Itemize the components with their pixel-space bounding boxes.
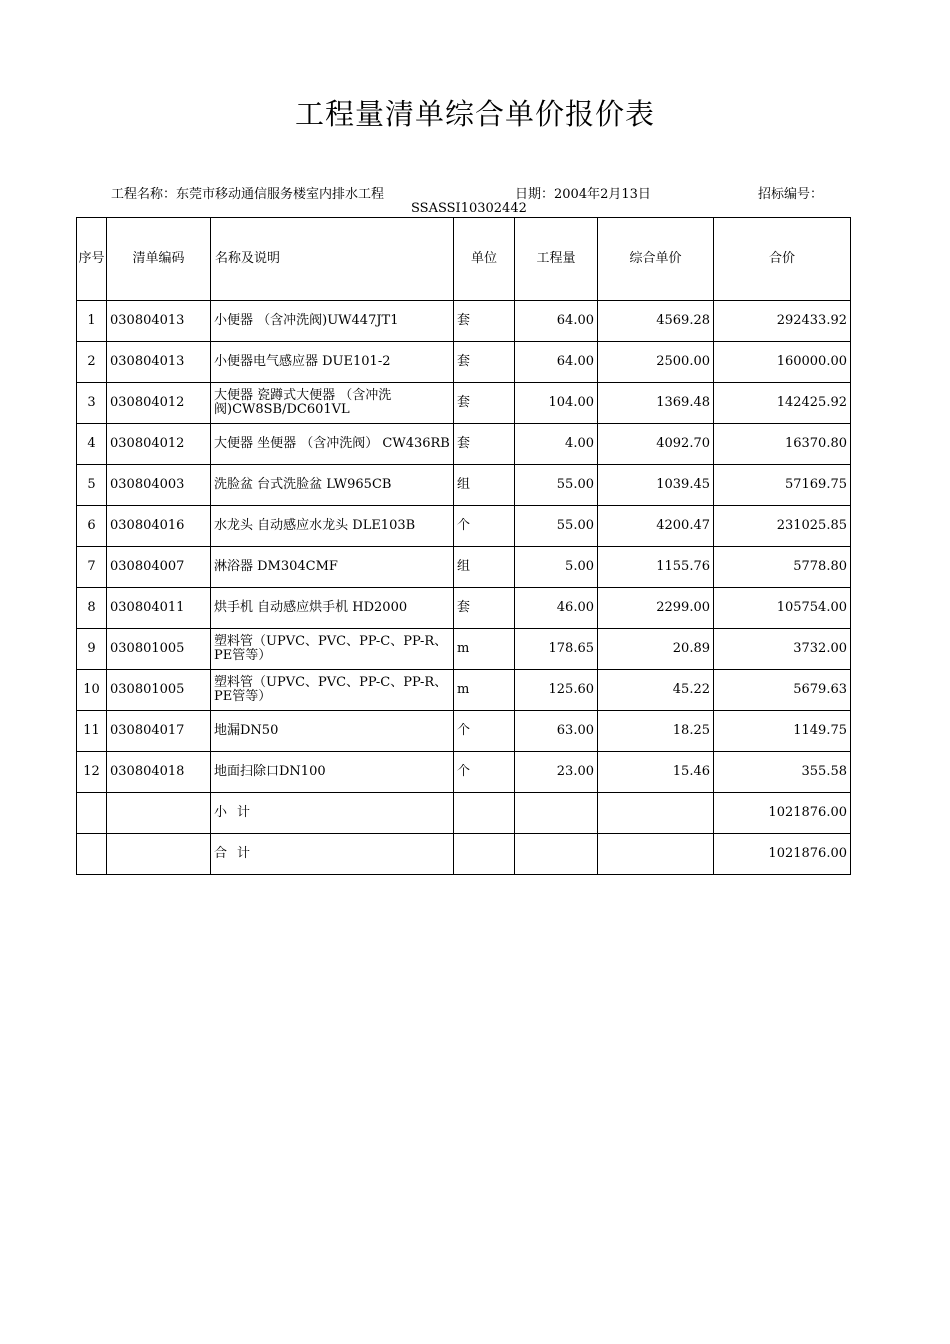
subtotal-unit xyxy=(454,793,515,834)
cell-seq: 7 xyxy=(77,547,107,588)
cell-unit: 组 xyxy=(454,547,515,588)
cell-code: 030804011 xyxy=(107,588,211,629)
cell-seq: 11 xyxy=(77,711,107,752)
cell-seq: 8 xyxy=(77,588,107,629)
cell-unit: 套 xyxy=(454,342,515,383)
grand-total-label: 合计 xyxy=(211,834,454,875)
cell-qty: 64.00 xyxy=(515,301,598,342)
cell-unit: 套 xyxy=(454,383,515,424)
cell-qty: 23.00 xyxy=(515,752,598,793)
cell-seq: 9 xyxy=(77,629,107,670)
cell-total: 292433.92 xyxy=(714,301,851,342)
cell-seq: 10 xyxy=(77,670,107,711)
grand-total-row xyxy=(77,834,851,875)
cell-code: 030804017 xyxy=(107,711,211,752)
cell-code: 030804016 xyxy=(107,506,211,547)
cell-unit: 套 xyxy=(454,301,515,342)
subtotal-row xyxy=(77,793,851,834)
cell-total: 142425.92 xyxy=(714,383,851,424)
cell-name: 塑料管（UPVC、PVC、PP-C、PP-R、PE管等） xyxy=(211,670,454,711)
cell-seq: 3 xyxy=(77,383,107,424)
cell-unit-price: 4092.70 xyxy=(598,424,714,465)
subtotal-label: 小计 xyxy=(211,793,454,834)
cell-qty: 5.00 xyxy=(515,547,598,588)
cell-total: 105754.00 xyxy=(714,588,851,629)
cell-unit: 个 xyxy=(454,506,515,547)
table-row xyxy=(77,547,851,588)
cell-seq: 2 xyxy=(77,342,107,383)
cell-name: 小便器电气感应器 DUE101-2 xyxy=(211,342,454,383)
cell-unit-price: 2299.00 xyxy=(598,588,714,629)
cell-code: 030801005 xyxy=(107,629,211,670)
cell-name: 洗脸盆 台式洗脸盆 LW965CB xyxy=(211,465,454,506)
cell-unit: 套 xyxy=(454,588,515,629)
cell-name: 地面扫除口DN100 xyxy=(211,752,454,793)
cell-name: 塑料管（UPVC、PVC、PP-C、PP-R、PE管等） xyxy=(211,629,454,670)
cell-total: 3732.00 xyxy=(714,629,851,670)
cell-unit-price: 2500.00 xyxy=(598,342,714,383)
cell-unit-price: 1155.76 xyxy=(598,547,714,588)
cell-name: 大便器 坐便器 （含冲洗阀） CW436RB xyxy=(211,424,454,465)
cell-name: 地漏DN50 xyxy=(211,711,454,752)
grand-total-total: 1021876.00 xyxy=(714,834,851,875)
bid-number-label: 招标编号： xyxy=(758,187,824,202)
cell-total: 355.58 xyxy=(714,752,851,793)
table-row xyxy=(77,670,851,711)
table-row xyxy=(77,465,851,506)
subtotal-unit-price xyxy=(598,793,714,834)
header-qty: 工程量 xyxy=(515,218,598,301)
cell-unit: m xyxy=(454,670,515,711)
subtotal-qty xyxy=(515,793,598,834)
header-unit-price: 综合单价 xyxy=(598,218,714,301)
project-name: 工程名称：东莞市移动通信服务楼室内排水工程 xyxy=(111,187,385,202)
table-row xyxy=(77,506,851,547)
page-title: 工程量清单综合单价报价表 xyxy=(294,97,655,131)
grand-total-unit-price xyxy=(598,834,714,875)
table-row xyxy=(77,752,851,793)
cell-qty: 55.00 xyxy=(515,465,598,506)
cell-qty: 4.00 xyxy=(515,424,598,465)
cell-qty: 55.00 xyxy=(515,506,598,547)
cell-unit-price: 20.89 xyxy=(598,629,714,670)
cell-name: 大便器 瓷蹲式大便器 （含冲洗阀)CW8SB/DC601VL xyxy=(211,383,454,424)
cell-qty: 178.65 xyxy=(515,629,598,670)
cell-total: 1149.75 xyxy=(714,711,851,752)
subtotal-code xyxy=(107,793,211,834)
cell-code: 030801005 xyxy=(107,670,211,711)
cell-seq: 12 xyxy=(77,752,107,793)
cell-name: 烘手机 自动感应烘手机 HD2000 xyxy=(211,588,454,629)
grand-total-code xyxy=(107,834,211,875)
table-row xyxy=(77,383,851,424)
cell-qty: 104.00 xyxy=(515,383,598,424)
cell-unit: 套 xyxy=(454,424,515,465)
cell-seq: 1 xyxy=(77,301,107,342)
cell-total: 5679.63 xyxy=(714,670,851,711)
grand-total-unit xyxy=(454,834,515,875)
table-row xyxy=(77,711,851,752)
table-row xyxy=(77,588,851,629)
cell-name: 水龙头 自动感应水龙头 DLE103B xyxy=(211,506,454,547)
document-date: 日期：2004年2月13日 xyxy=(515,187,651,202)
cell-code: 030804007 xyxy=(107,547,211,588)
cell-unit-price: 4569.28 xyxy=(598,301,714,342)
cell-unit: 个 xyxy=(454,711,515,752)
subtotal-total: 1021876.00 xyxy=(714,793,851,834)
cell-code: 030804013 xyxy=(107,301,211,342)
cell-total: 160000.00 xyxy=(714,342,851,383)
cell-unit-price: 1369.48 xyxy=(598,383,714,424)
header-unit: 单位 xyxy=(454,218,515,301)
header-code: 清单编码 xyxy=(107,218,211,301)
cell-unit: 个 xyxy=(454,752,515,793)
header-name: 名称及说明 xyxy=(211,218,454,301)
cell-unit-price: 15.46 xyxy=(598,752,714,793)
cell-qty: 64.00 xyxy=(515,342,598,383)
header-total: 合价 xyxy=(714,218,851,301)
cell-unit-price: 45.22 xyxy=(598,670,714,711)
header-seq: 序号 xyxy=(77,218,107,301)
header-row xyxy=(77,218,851,301)
cell-code: 030804012 xyxy=(107,383,211,424)
grand-total-seq xyxy=(77,834,107,875)
cell-code: 030804018 xyxy=(107,752,211,793)
table-row xyxy=(77,629,851,670)
subtotal-seq xyxy=(77,793,107,834)
cell-qty: 125.60 xyxy=(515,670,598,711)
cell-seq: 4 xyxy=(77,424,107,465)
cell-total: 16370.80 xyxy=(714,424,851,465)
grand-total-qty xyxy=(515,834,598,875)
cell-unit: 组 xyxy=(454,465,515,506)
bid-number-value: SSASSI10302442 xyxy=(411,201,527,216)
cell-qty: 46.00 xyxy=(515,588,598,629)
cell-seq: 5 xyxy=(77,465,107,506)
cell-total: 5778.80 xyxy=(714,547,851,588)
cell-name: 淋浴器 DM304CMF xyxy=(211,547,454,588)
cell-total: 57169.75 xyxy=(714,465,851,506)
cell-unit-price: 18.25 xyxy=(598,711,714,752)
table-row xyxy=(77,301,851,342)
cell-code: 030804013 xyxy=(107,342,211,383)
cell-unit-price: 1039.45 xyxy=(598,465,714,506)
cell-name: 小便器 （含冲洗阀)UW447JT1 xyxy=(211,301,454,342)
cell-seq: 6 xyxy=(77,506,107,547)
cell-unit: m xyxy=(454,629,515,670)
cell-qty: 63.00 xyxy=(515,711,598,752)
cell-total: 231025.85 xyxy=(714,506,851,547)
table-row xyxy=(77,424,851,465)
table-row xyxy=(77,342,851,383)
cell-code: 030804012 xyxy=(107,424,211,465)
cell-code: 030804003 xyxy=(107,465,211,506)
quotation-table xyxy=(76,217,851,875)
cell-unit-price: 4200.47 xyxy=(598,506,714,547)
